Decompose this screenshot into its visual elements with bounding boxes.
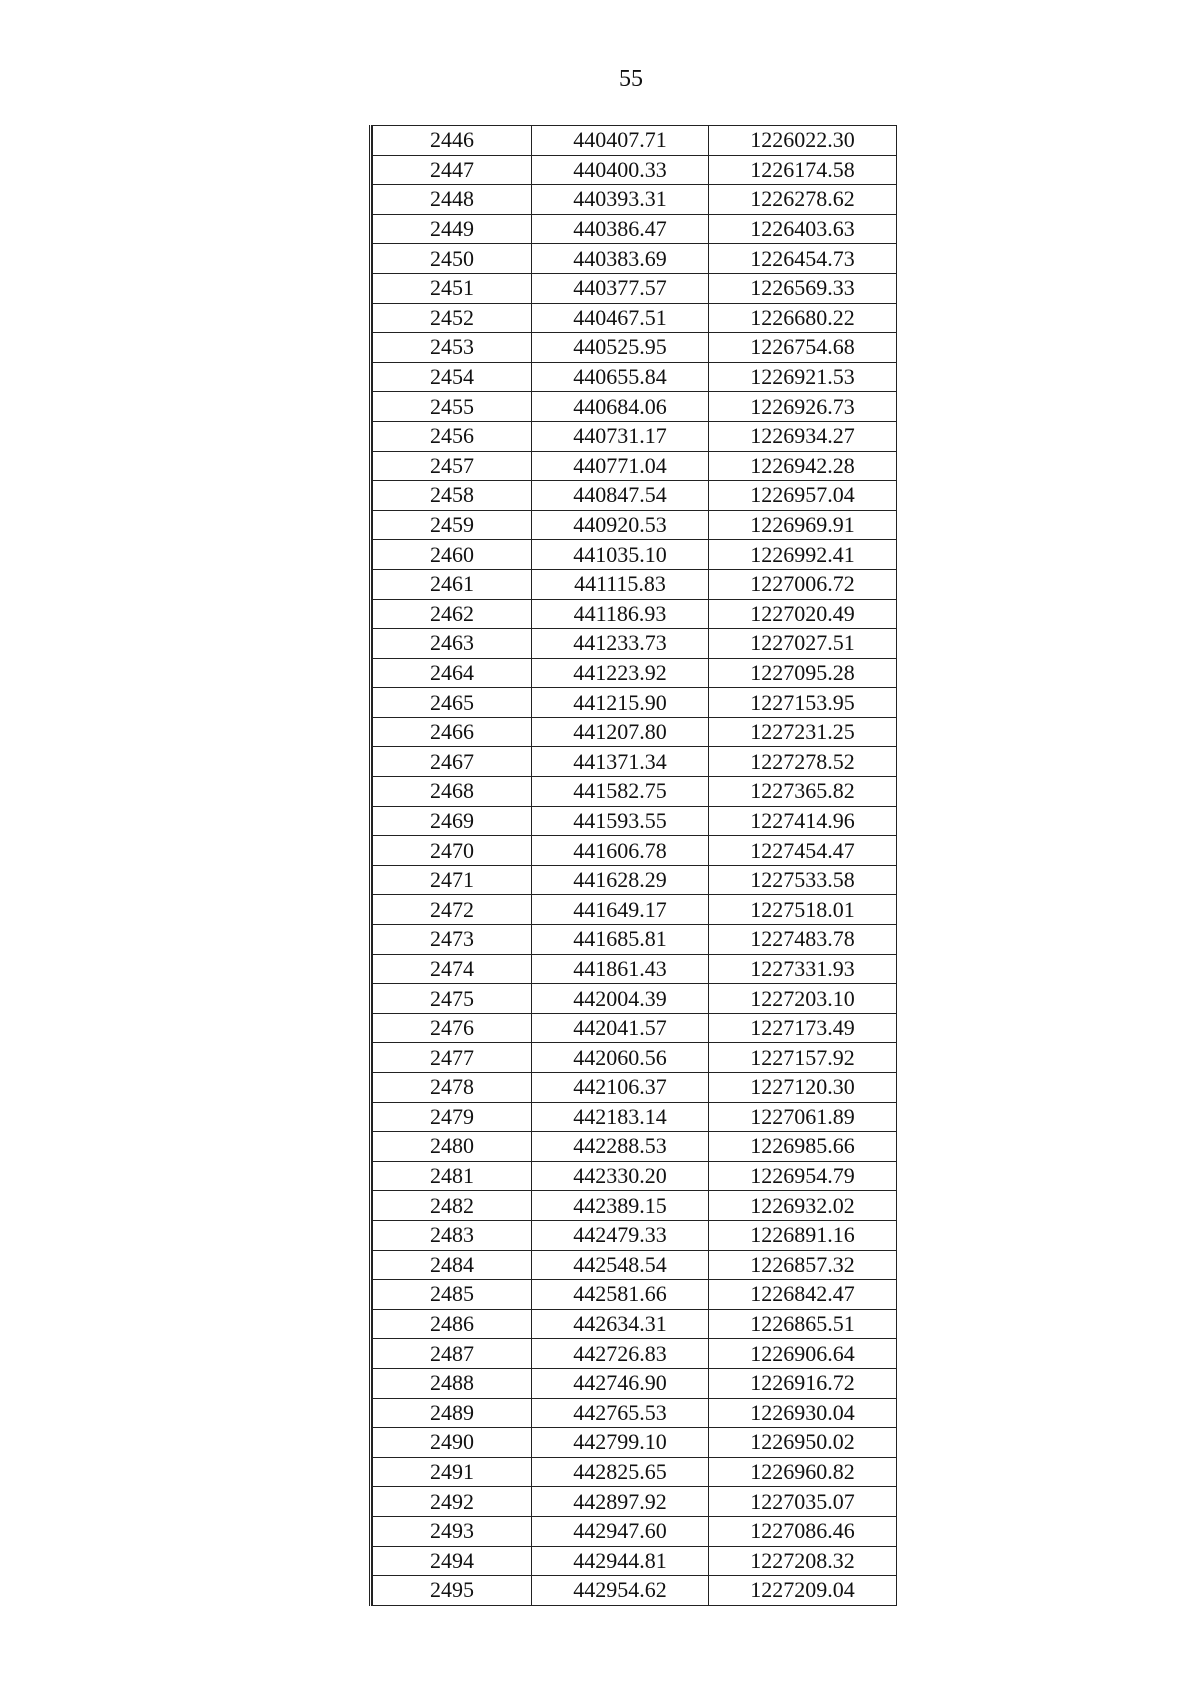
x-coordinate-cell: 442041.57 [532,1013,709,1043]
point-number-cell: 2448 [373,185,532,215]
x-coordinate-cell: 441223.92 [532,658,709,688]
x-coordinate-cell: 442060.56 [532,1043,709,1073]
y-coordinate-cell: 1227095.28 [709,658,897,688]
x-coordinate-cell: 441685.81 [532,925,709,955]
x-coordinate-cell: 440377.57 [532,273,709,303]
x-coordinate-cell: 442581.66 [532,1280,709,1310]
x-coordinate-cell: 442799.10 [532,1428,709,1458]
y-coordinate-cell: 1226969.91 [709,510,897,540]
y-coordinate-cell: 1227209.04 [709,1576,897,1606]
y-coordinate-cell: 1227365.82 [709,777,897,807]
point-number-cell: 2476 [373,1013,532,1043]
x-coordinate-cell: 441115.83 [532,569,709,599]
point-number-cell: 2486 [373,1309,532,1339]
y-coordinate-cell: 1226950.02 [709,1428,897,1458]
point-number-cell: 2471 [373,865,532,895]
y-coordinate-cell: 1226934.27 [709,421,897,451]
x-coordinate-cell: 441593.55 [532,806,709,836]
y-coordinate-cell: 1227331.93 [709,954,897,984]
table-row [373,1250,897,1280]
y-coordinate-cell: 1226930.04 [709,1398,897,1428]
x-coordinate-cell: 440684.06 [532,392,709,422]
table-row [373,155,897,185]
table-row [373,303,897,333]
point-number-cell: 2475 [373,984,532,1014]
x-coordinate-cell: 440731.17 [532,421,709,451]
x-coordinate-cell: 441606.78 [532,836,709,866]
table-row [373,836,897,866]
y-coordinate-cell: 1226932.02 [709,1191,897,1221]
table-row [373,244,897,274]
x-coordinate-cell: 440400.33 [532,155,709,185]
y-coordinate-cell: 1226891.16 [709,1220,897,1250]
y-coordinate-cell: 1227203.10 [709,984,897,1014]
table-row [373,1280,897,1310]
x-coordinate-cell: 442389.15 [532,1191,709,1221]
table-row [373,126,897,156]
point-number-cell: 2482 [373,1191,532,1221]
y-coordinate-cell: 1226906.64 [709,1339,897,1369]
point-number-cell: 2465 [373,688,532,718]
y-coordinate-cell: 1226569.33 [709,273,897,303]
point-number-cell: 2457 [373,451,532,481]
x-coordinate-cell: 440386.47 [532,214,709,244]
y-coordinate-cell: 1227518.01 [709,895,897,925]
point-number-cell: 2480 [373,1132,532,1162]
point-number-cell: 2479 [373,1102,532,1132]
table-row [373,717,897,747]
y-coordinate-cell: 1226960.82 [709,1457,897,1487]
y-coordinate-cell: 1227208.32 [709,1546,897,1576]
table-row [373,1339,897,1369]
x-coordinate-cell: 442004.39 [532,984,709,1014]
point-number-cell: 2489 [373,1398,532,1428]
y-coordinate-cell: 1227173.49 [709,1013,897,1043]
table-row [373,451,897,481]
x-coordinate-cell: 440467.51 [532,303,709,333]
x-coordinate-cell: 442288.53 [532,1132,709,1162]
point-number-cell: 2468 [373,777,532,807]
point-number-cell: 2483 [373,1220,532,1250]
point-number-cell: 2452 [373,303,532,333]
y-coordinate-cell: 1227027.51 [709,629,897,659]
y-coordinate-cell: 1226865.51 [709,1309,897,1339]
y-coordinate-cell: 1226957.04 [709,481,897,511]
y-coordinate-cell: 1226992.41 [709,540,897,570]
point-number-cell: 2467 [373,747,532,777]
table-row [373,273,897,303]
table-row [373,1043,897,1073]
y-coordinate-cell: 1227414.96 [709,806,897,836]
x-coordinate-cell: 440771.04 [532,451,709,481]
table-row [373,599,897,629]
point-number-cell: 2463 [373,629,532,659]
x-coordinate-cell: 442548.54 [532,1250,709,1280]
y-coordinate-cell: 1227020.49 [709,599,897,629]
point-number-cell: 2470 [373,836,532,866]
y-coordinate-cell: 1226278.62 [709,185,897,215]
table-row [373,806,897,836]
table-row [373,984,897,1014]
y-coordinate-cell: 1227278.52 [709,747,897,777]
x-coordinate-cell: 442825.65 [532,1457,709,1487]
point-number-cell: 2487 [373,1339,532,1369]
table-row [373,569,897,599]
x-coordinate-cell: 441215.90 [532,688,709,718]
table-row [373,392,897,422]
table-row [373,688,897,718]
point-number-cell: 2481 [373,1161,532,1191]
point-number-cell: 2490 [373,1428,532,1458]
y-coordinate-cell: 1226454.73 [709,244,897,274]
table-row [373,1368,897,1398]
point-number-cell: 2473 [373,925,532,955]
x-coordinate-cell: 441233.73 [532,629,709,659]
x-coordinate-cell: 440847.54 [532,481,709,511]
table-row [373,658,897,688]
y-coordinate-cell: 1226842.47 [709,1280,897,1310]
point-number-cell: 2461 [373,569,532,599]
point-number-cell: 2485 [373,1280,532,1310]
y-coordinate-cell: 1226403.63 [709,214,897,244]
y-coordinate-cell: 1227120.30 [709,1073,897,1103]
table-row [373,895,897,925]
x-coordinate-cell: 442634.31 [532,1309,709,1339]
point-number-cell: 2447 [373,155,532,185]
y-coordinate-cell: 1226174.58 [709,155,897,185]
table-row [373,1516,897,1546]
x-coordinate-cell: 441861.43 [532,954,709,984]
y-coordinate-cell: 1227086.46 [709,1516,897,1546]
y-coordinate-cell: 1227157.92 [709,1043,897,1073]
x-coordinate-cell: 442765.53 [532,1398,709,1428]
table-row [373,1132,897,1162]
point-number-cell: 2491 [373,1457,532,1487]
y-coordinate-cell: 1226942.28 [709,451,897,481]
x-coordinate-cell: 441628.29 [532,865,709,895]
y-coordinate-cell: 1226985.66 [709,1132,897,1162]
point-number-cell: 2449 [373,214,532,244]
point-number-cell: 2494 [373,1546,532,1576]
point-number-cell: 2455 [373,392,532,422]
x-coordinate-cell: 442944.81 [532,1546,709,1576]
table-row [373,1398,897,1428]
table-row [373,185,897,215]
y-coordinate-cell: 1226857.32 [709,1250,897,1280]
point-number-cell: 2451 [373,273,532,303]
point-number-cell: 2462 [373,599,532,629]
x-coordinate-cell: 442954.62 [532,1576,709,1606]
y-coordinate-cell: 1227231.25 [709,717,897,747]
y-coordinate-cell: 1227153.95 [709,688,897,718]
y-coordinate-cell: 1227533.58 [709,865,897,895]
table-row [373,1576,897,1606]
table-row [373,925,897,955]
x-coordinate-cell: 441035.10 [532,540,709,570]
point-number-cell: 2477 [373,1043,532,1073]
point-number-cell: 2454 [373,362,532,392]
y-coordinate-cell: 1227061.89 [709,1102,897,1132]
table-row [373,1457,897,1487]
table-row [373,1309,897,1339]
x-coordinate-cell: 440407.71 [532,126,709,156]
x-coordinate-cell: 440525.95 [532,333,709,363]
y-coordinate-cell: 1227483.78 [709,925,897,955]
table-row [373,421,897,451]
table-row [373,629,897,659]
point-number-cell: 2460 [373,540,532,570]
table-row [373,1428,897,1458]
point-number-cell: 2458 [373,481,532,511]
table-row [373,1487,897,1517]
x-coordinate-cell: 440920.53 [532,510,709,540]
y-coordinate-cell: 1226921.53 [709,362,897,392]
y-coordinate-cell: 1226926.73 [709,392,897,422]
y-coordinate-cell: 1226954.79 [709,1161,897,1191]
point-number-cell: 2446 [373,126,532,156]
x-coordinate-cell: 441649.17 [532,895,709,925]
table-row [373,954,897,984]
page-number: 55 [619,66,643,92]
point-number-cell: 2474 [373,954,532,984]
table-row [373,1013,897,1043]
x-coordinate-cell: 441371.34 [532,747,709,777]
table-row [373,1102,897,1132]
y-coordinate-cell: 1226022.30 [709,126,897,156]
x-coordinate-cell: 442947.60 [532,1516,709,1546]
coordinates-table-body [373,126,897,1606]
x-coordinate-cell: 441582.75 [532,777,709,807]
x-coordinate-cell: 442183.14 [532,1102,709,1132]
x-coordinate-cell: 440655.84 [532,362,709,392]
point-number-cell: 2459 [373,510,532,540]
table-row [373,362,897,392]
point-number-cell: 2453 [373,333,532,363]
y-coordinate-cell: 1226680.22 [709,303,897,333]
x-coordinate-cell: 442479.33 [532,1220,709,1250]
point-number-cell: 2492 [373,1487,532,1517]
table-row [373,1161,897,1191]
table-row [373,1191,897,1221]
table-row [373,510,897,540]
point-number-cell: 2478 [373,1073,532,1103]
x-coordinate-cell: 440383.69 [532,244,709,274]
point-number-cell: 2456 [373,421,532,451]
point-number-cell: 2493 [373,1516,532,1546]
table-row [373,1546,897,1576]
coordinates-table-container [369,125,897,1606]
table-row [373,481,897,511]
y-coordinate-cell: 1227006.72 [709,569,897,599]
point-number-cell: 2464 [373,658,532,688]
point-number-cell: 2495 [373,1576,532,1606]
y-coordinate-cell: 1226754.68 [709,333,897,363]
table-row [373,1220,897,1250]
point-number-cell: 2466 [373,717,532,747]
point-number-cell: 2488 [373,1368,532,1398]
x-coordinate-cell: 442726.83 [532,1339,709,1369]
x-coordinate-cell: 442897.92 [532,1487,709,1517]
table-row [373,540,897,570]
table-row [373,747,897,777]
x-coordinate-cell: 442330.20 [532,1161,709,1191]
x-coordinate-cell: 441186.93 [532,599,709,629]
x-coordinate-cell: 440393.31 [532,185,709,215]
point-number-cell: 2450 [373,244,532,274]
table-row [373,333,897,363]
y-coordinate-cell: 1227454.47 [709,836,897,866]
coordinates-table [372,125,897,1606]
y-coordinate-cell: 1226916.72 [709,1368,897,1398]
point-number-cell: 2472 [373,895,532,925]
table-row [373,1073,897,1103]
x-coordinate-cell: 442106.37 [532,1073,709,1103]
y-coordinate-cell: 1227035.07 [709,1487,897,1517]
table-row [373,214,897,244]
x-coordinate-cell: 441207.80 [532,717,709,747]
x-coordinate-cell: 442746.90 [532,1368,709,1398]
table-row [373,777,897,807]
point-number-cell: 2469 [373,806,532,836]
point-number-cell: 2484 [373,1250,532,1280]
table-row [373,865,897,895]
